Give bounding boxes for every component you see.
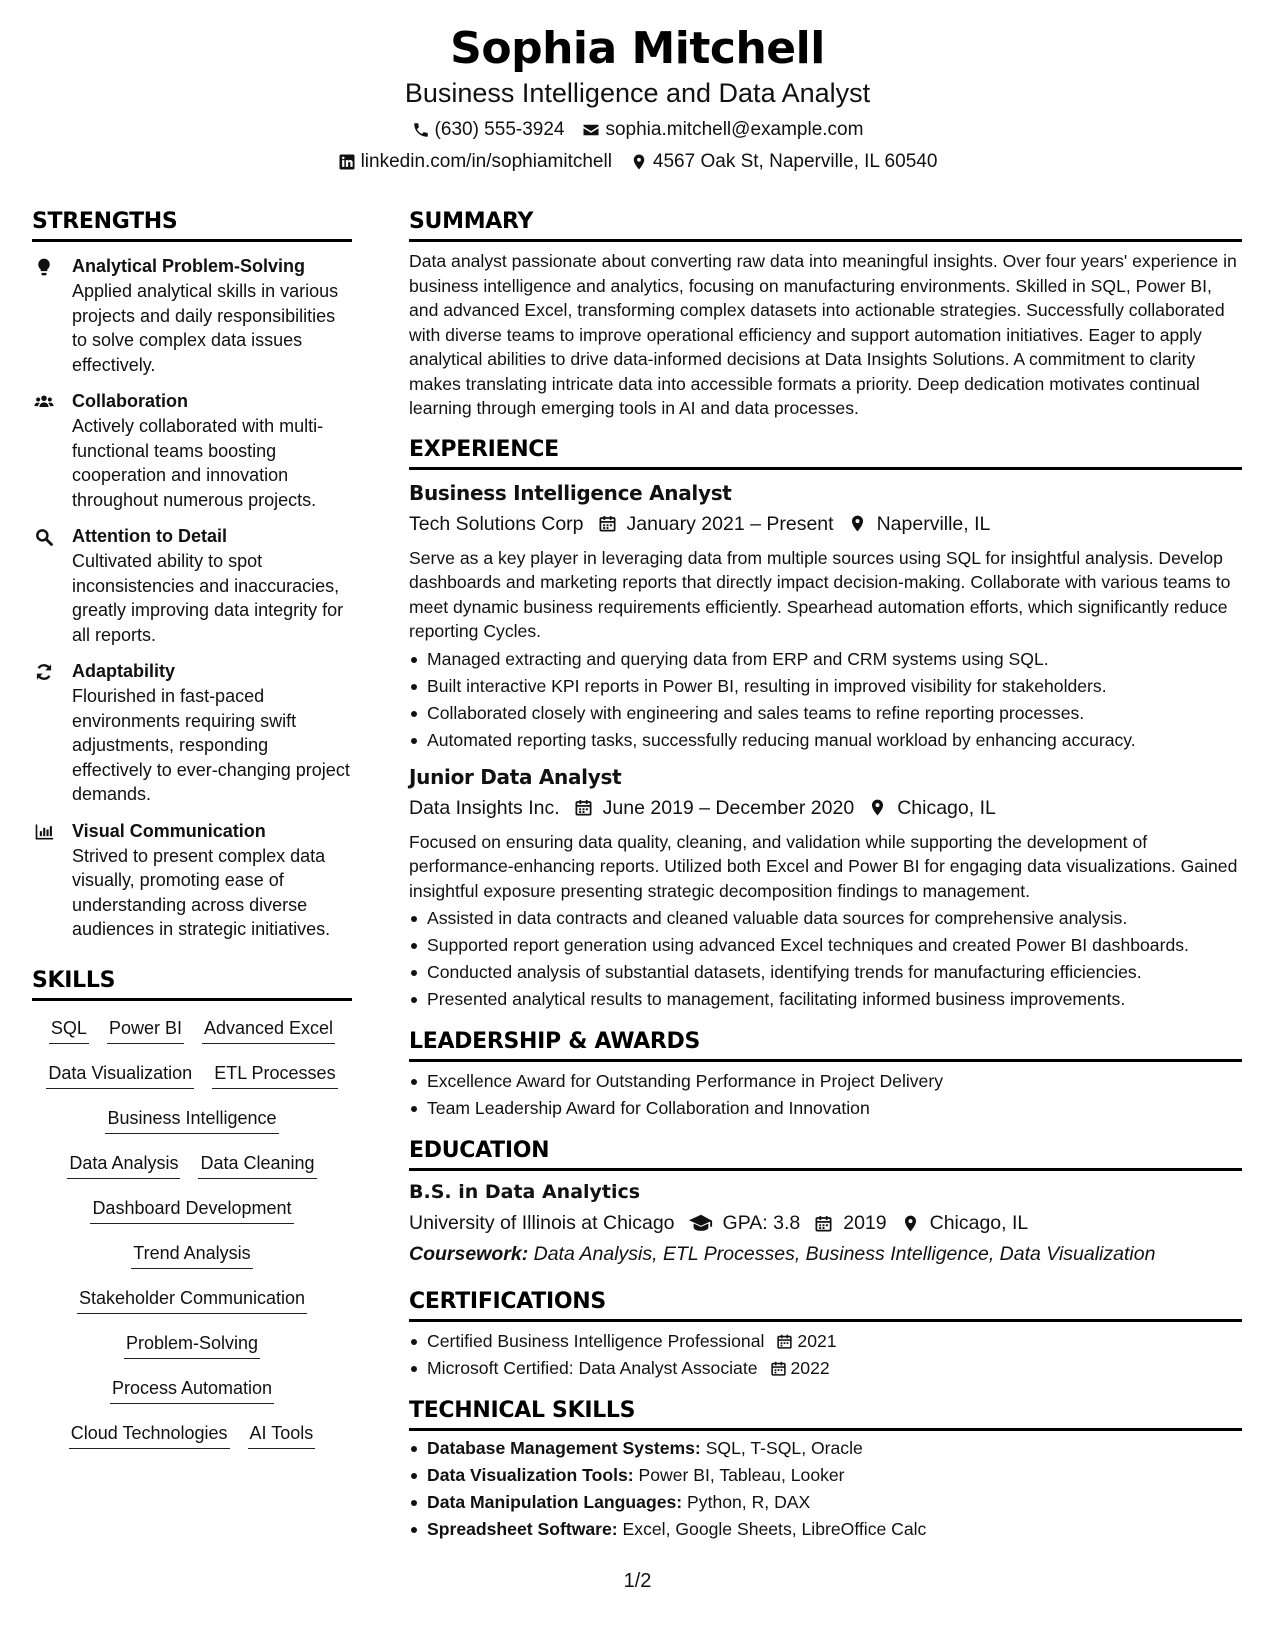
skill-tag: ETL Processes bbox=[212, 1060, 337, 1089]
map-pin-icon bbox=[901, 1214, 920, 1233]
summary-heading: SUMMARY bbox=[409, 209, 534, 234]
job-description: Serve as a key player in leveraging data from multiple sources using SQL for insightful analysis. Develop dashboards and marketing reports that directly impact decision-making. Collaborate with various teams to meet dynamic business requirements efficiently. Spearhead automation efforts, which significantly reduce reporting Cycles. bbox=[409, 547, 1231, 641]
job-dates: June 2019 – December 2020 bbox=[602, 796, 855, 819]
strength-desc: Cultivated ability to spot inconsistencies and inaccuracies, greatly improving data integrity for all reports. bbox=[72, 551, 344, 645]
map-pin-icon bbox=[848, 514, 867, 533]
section-divider bbox=[409, 1059, 1242, 1062]
coursework bbox=[409, 1239, 1242, 1269]
education-heading: EDUCATION bbox=[409, 1138, 550, 1163]
list-item bbox=[409, 1462, 1242, 1489]
job-location: Naperville, IL bbox=[876, 512, 991, 535]
list-item: Built interactive KPI reports in Power BI, resulting in improved visibility for stakeholders. bbox=[409, 673, 1242, 700]
list-item: Presented analytical results to management, facilitating informed business improvements. bbox=[409, 986, 1242, 1013]
coursework-label: Coursework: bbox=[409, 1243, 529, 1265]
tech-label: Data Manipulation Languages: bbox=[427, 1492, 683, 1512]
section-divider bbox=[409, 1319, 1242, 1322]
list-item: Automated reporting tasks, successfully reducing manual workload by enhancing accuracy. bbox=[409, 727, 1242, 754]
list-item bbox=[409, 1516, 1242, 1543]
technical-skills-list bbox=[409, 1435, 1242, 1543]
tech-value: Power BI, Tableau, Looker bbox=[638, 1465, 845, 1485]
lightbulb-icon bbox=[34, 257, 54, 277]
skill-tag: Business Intelligence bbox=[105, 1105, 278, 1134]
technical-skills-heading: TECHNICAL SKILLS bbox=[409, 1398, 636, 1423]
candidate-name: Sophia Mitchell bbox=[450, 23, 825, 74]
strength-title: Attention to Detail bbox=[72, 526, 227, 546]
tech-label: Data Visualization Tools: bbox=[427, 1465, 634, 1485]
tech-value: SQL, T-SQL, Oracle bbox=[705, 1438, 863, 1458]
skill-tag: Trend Analysis bbox=[131, 1240, 252, 1269]
skills-list bbox=[32, 1015, 352, 1465]
experience-heading: EXPERIENCE bbox=[409, 436, 559, 462]
strength-title: Visual Communication bbox=[72, 820, 266, 841]
skill-tag: AI Tools bbox=[248, 1420, 316, 1449]
skill-tag: Problem-Solving bbox=[124, 1330, 260, 1359]
section-divider bbox=[32, 239, 352, 242]
strength-desc: Flourished in fast-paced environments requiring swift adjustments, responding effectively to ever-changing project demands. bbox=[72, 686, 350, 804]
skill-tag: Cloud Technologies bbox=[69, 1420, 230, 1449]
job-bullets bbox=[409, 646, 1242, 754]
job-title: Junior Data Analyst bbox=[409, 764, 622, 789]
left-column bbox=[32, 207, 352, 1465]
job-entry bbox=[409, 478, 1242, 754]
candidate-headline: Business Intelligence and Data Analyst bbox=[404, 78, 871, 108]
summary-text: Data analyst passionate about converting raw data into meaningful insights. Over four years' experience in business intelligence and analytics, focusing on manufacturing environments. Skilled in SQL, Power BI, and advanced Excel, transforming complex datasets into actionable strategies. Successfully collaborated with diverse teams to improve operational efficiency and support automation initiatives. Eager to apply analytical abilities to drive data-informed decisions at Data Insights Solutions. A commitment to clarity makes translating intricate data into accessible formats a priority. Deep dedication motivates continual learning through emerging tools in AI and data processes. bbox=[409, 251, 1237, 418]
strength-item bbox=[32, 659, 352, 807]
contact-row-2 bbox=[0, 148, 1275, 176]
skill-tag: Stakeholder Communication bbox=[77, 1285, 307, 1314]
map-pin-icon bbox=[630, 153, 648, 171]
linkedin-text: linkedin.com/in/sophiamitchell bbox=[360, 151, 612, 172]
strength-title: Adaptability bbox=[72, 661, 176, 681]
calendar-icon bbox=[814, 1214, 833, 1233]
school-location: Chicago, IL bbox=[929, 1212, 1029, 1234]
phone-icon bbox=[412, 121, 430, 139]
email-contact[interactable] bbox=[582, 116, 863, 144]
tech-value: Python, R, DAX bbox=[687, 1492, 811, 1512]
section-divider bbox=[409, 467, 1242, 470]
job-dates: January 2021 – Present bbox=[626, 512, 834, 535]
page-number: 1/2 bbox=[623, 1570, 652, 1592]
calendar-icon bbox=[598, 514, 617, 533]
skill-tag: Data Analysis bbox=[67, 1150, 180, 1179]
job-company: Tech Solutions Corp bbox=[409, 512, 584, 535]
job-description: Focused on ensuring data quality, cleaning, and validation while supporting the development of performance-enhancing reports. Utilized both Excel and Power BI for engaging data visualizations. Gained insightful exposure presenting strategic decomposition findings to management. bbox=[409, 831, 1238, 901]
list-item: Conducted analysis of substantial datasets, identifying trends for manufacturing efficiencies. bbox=[409, 959, 1242, 986]
job-bullets bbox=[409, 905, 1242, 1013]
sync-icon bbox=[34, 662, 54, 682]
list-item bbox=[409, 1328, 1242, 1355]
list-item: Team Leadership Award for Collaboration and Innovation bbox=[409, 1095, 1242, 1122]
cert-name: Microsoft Certified: Data Analyst Associate bbox=[427, 1358, 758, 1378]
calendar-icon bbox=[776, 1333, 793, 1350]
gpa-text: GPA: 3.8 bbox=[722, 1212, 801, 1234]
graduation-cap-icon bbox=[689, 1213, 713, 1233]
list-item: Managed extracting and querying data from ERP and CRM systems using SQL. bbox=[409, 646, 1242, 673]
phone-contact[interactable] bbox=[412, 116, 565, 144]
skill-tag: Data Cleaning bbox=[198, 1150, 316, 1179]
resume-header bbox=[0, 22, 1275, 176]
strength-title: Collaboration bbox=[72, 391, 188, 411]
calendar-icon bbox=[574, 798, 593, 817]
job-location: Chicago, IL bbox=[897, 796, 996, 819]
list-item bbox=[409, 1435, 1242, 1462]
job-meta bbox=[409, 792, 1242, 824]
list-item: Supported report generation using advanced Excel techniques and created Power BI dashboards. bbox=[409, 932, 1242, 959]
right-column bbox=[409, 207, 1242, 1543]
envelope-icon bbox=[582, 121, 600, 139]
strengths-heading: STRENGTHS bbox=[32, 209, 178, 234]
coursework-text: Data Analysis, ETL Processes, Business Intelligence, Data Visualization bbox=[533, 1243, 1156, 1265]
job-title: Business Intelligence Analyst bbox=[409, 480, 732, 505]
strength-title: Analytical Problem-Solving bbox=[72, 256, 306, 276]
cert-year: 2021 bbox=[797, 1331, 837, 1351]
address-contact bbox=[630, 148, 937, 176]
tech-label: Spreadsheet Software: bbox=[427, 1519, 618, 1539]
tech-value: Excel, Google Sheets, LibreOffice Calc bbox=[622, 1519, 927, 1539]
skill-tag: Process Automation bbox=[110, 1375, 274, 1404]
school-name: University of Illinois at Chicago bbox=[409, 1212, 675, 1234]
skill-tag: Data Visualization bbox=[46, 1060, 194, 1089]
contact-row-1 bbox=[0, 116, 1275, 144]
users-icon bbox=[34, 392, 54, 412]
graduation-year: 2019 bbox=[843, 1212, 887, 1234]
email-text: sophia.mitchell@example.com bbox=[605, 119, 864, 140]
skills-heading: SKILLS bbox=[32, 967, 116, 993]
strength-item bbox=[32, 254, 352, 377]
list-item: Excellence Award for Outstanding Performance in Project Delivery bbox=[409, 1068, 1242, 1095]
education-meta bbox=[409, 1207, 1242, 1239]
awards-list bbox=[409, 1068, 1242, 1122]
calendar-icon bbox=[770, 1360, 787, 1377]
strength-item bbox=[32, 524, 352, 647]
linkedin-icon bbox=[338, 153, 356, 171]
skill-tag: SQL bbox=[49, 1015, 89, 1044]
list-item bbox=[409, 1355, 1242, 1382]
certifications-list bbox=[409, 1328, 1242, 1382]
linkedin-contact[interactable] bbox=[338, 148, 612, 176]
certifications-heading: CERTIFICATIONS bbox=[409, 1289, 606, 1314]
section-divider bbox=[409, 239, 1242, 242]
skill-tag: Power BI bbox=[107, 1015, 184, 1044]
list-item: Assisted in data contracts and cleaned valuable data sources for comprehensive analysis. bbox=[409, 905, 1242, 932]
section-divider bbox=[32, 998, 352, 1001]
list-item bbox=[409, 1489, 1242, 1516]
bar-chart-icon bbox=[34, 822, 54, 842]
skill-tag: Dashboard Development bbox=[90, 1195, 293, 1224]
job-meta bbox=[409, 508, 1242, 540]
job-company: Data Insights Inc. bbox=[409, 796, 560, 819]
cert-name: Certified Business Intelligence Professional bbox=[427, 1331, 765, 1351]
cert-year: 2022 bbox=[790, 1358, 830, 1378]
strength-item bbox=[32, 819, 352, 942]
list-item: Collaborated closely with engineering and sales teams to refine reporting processes. bbox=[409, 700, 1242, 727]
phone-text: (630) 555-3924 bbox=[434, 119, 565, 140]
map-pin-icon bbox=[868, 798, 887, 817]
strength-desc: Actively collaborated with multi-functional teams boosting cooperation and innovation throughout numerous projects. bbox=[72, 416, 324, 510]
skill-tag: Advanced Excel bbox=[202, 1015, 335, 1044]
search-icon bbox=[34, 527, 54, 547]
strength-desc: Strived to present complex data visually, promoting ease of understanding across diverse audiences in strategic initiatives. bbox=[72, 845, 331, 939]
leadership-heading: LEADERSHIP & AWARDS bbox=[409, 1029, 701, 1054]
job-entry bbox=[409, 762, 1242, 1014]
section-divider bbox=[409, 1168, 1242, 1171]
strength-item bbox=[32, 389, 352, 512]
address-text: 4567 Oak St, Naperville, IL 60540 bbox=[652, 151, 938, 172]
strength-desc: Applied analytical skills in various projects and daily responsibilities to solve complex data issues effectively. bbox=[72, 281, 339, 375]
degree-title: B.S. in Data Analytics bbox=[409, 1181, 641, 1203]
tech-label: Database Management Systems: bbox=[427, 1438, 701, 1458]
section-divider bbox=[409, 1428, 1242, 1431]
